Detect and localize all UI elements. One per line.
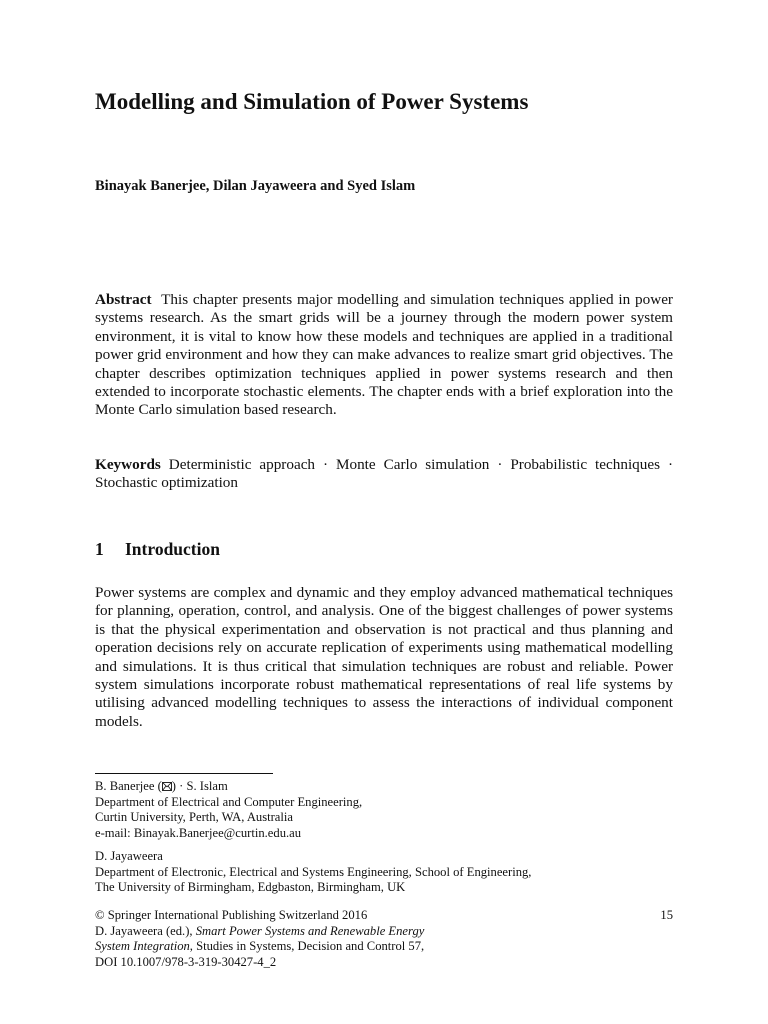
publication-info xyxy=(95,908,673,970)
book-title-part-1: Smart Power Systems and Renewable Energy xyxy=(195,923,425,938)
affiliation-1-email[interactable]: e-mail: Binayak.Banerjee@curtin.edu.au xyxy=(95,825,302,840)
section-heading xyxy=(95,539,220,560)
series: , Studies in Systems, Decision and Control 57, xyxy=(189,939,425,953)
authors: Binayak Banerjee, Dilan Jayaweera and Syed Islam xyxy=(95,178,416,194)
abstract-text: This chapter presents major modelling and simulation techniques applied in power systems research. As the smart grids will be a journey through the modern power system environment, it is vital to know how these models and techniques are applied in a traditional power grid environment and how they can make advances to realize smart grid objectives. The chapter describes optimization techniques applied in power systems research and then extended to incorporate stochastic elements. The chapter ends with a brief exploration into the Monte Carlo simulation based research. xyxy=(95,291,673,419)
keywords-text: Deterministic approach · Monte Carlo simulation · Probabilistic techniques · Stochastic optimization xyxy=(95,456,674,492)
affiliation-2-name: D. Jayaweera xyxy=(95,849,163,863)
section-title: Introduction xyxy=(125,539,220,559)
keywords xyxy=(95,456,673,493)
affiliation-2 xyxy=(95,849,531,896)
introduction-text: Power systems are complex and dynamic and they employ advanced mathematical techniques for planning, operation, control, and analysis. One of the biggest challenges of power systems is that the physical experimentation and observation is not practical and thus planning and operation decisions rely on accurate replication of experiments using mathematical modelling and simulations. It is thus critical that simulation techniques are robust and reliable. Power system simulations incorporate robust mathematical representations of real life systems by utilising advanced modelling techniques to assess the interactions of individual component models. xyxy=(95,584,673,730)
book-line-2 xyxy=(95,939,673,955)
affiliation-2-dept: Department of Electronic, Electrical and Systems Engineering, School of Engineering, xyxy=(95,864,532,879)
affiliation-1-dept: Department of Electrical and Computer Engineering, xyxy=(95,794,363,809)
book-line-1 xyxy=(95,924,673,940)
book-title-part-2: System Integration xyxy=(95,939,190,953)
envelope-icon xyxy=(162,782,172,791)
keywords-label: Keywords xyxy=(95,456,161,473)
author-banerjee: B. Banerjee ( xyxy=(95,779,162,793)
affiliation-1-univ: Curtin University, Perth, WA, Australia xyxy=(95,810,293,824)
abstract-label: Abstract xyxy=(95,291,152,308)
section-number: 1 xyxy=(95,539,104,559)
chapter-title: Modelling and Simulation of Power Systems xyxy=(95,89,529,114)
copyright: © Springer International Publishing Switzerland 2016 xyxy=(95,908,368,922)
author-islam: ) · S. Islam xyxy=(171,779,228,793)
editor: D. Jayaweera (ed.), xyxy=(95,923,196,938)
footnote-rule xyxy=(95,773,273,774)
affiliation-1 xyxy=(95,779,362,841)
affiliation-1-names xyxy=(95,779,362,795)
abstract xyxy=(95,291,673,420)
affiliation-2-univ: The University of Birmingham, Edgbaston, Birmingham, UK xyxy=(95,880,406,894)
doi: DOI 10.1007/978-3-319-30427-4_2 xyxy=(95,954,277,969)
page-number: 15 xyxy=(660,908,673,922)
